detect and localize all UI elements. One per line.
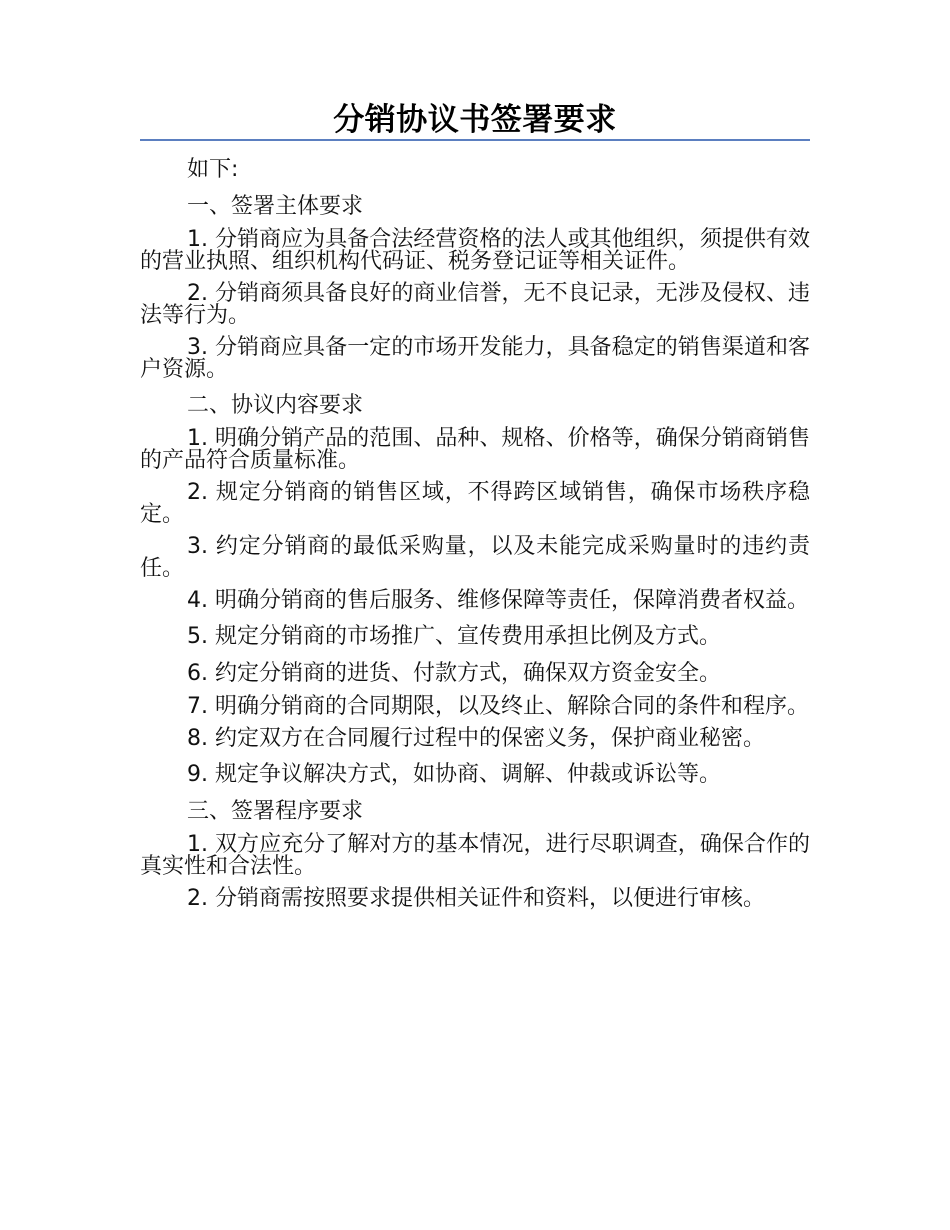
paragraph-content-5: 5. 规定分销商的市场推广、宣传费用承担比例及方式。 xyxy=(187,624,721,649)
paragraph-content-7: 7. 明确分销商的合同期限，以及终止、解除合同的条件和程序。 xyxy=(187,694,809,719)
document-title: 分销协议书签署要求 xyxy=(333,102,617,138)
paragraph-content-2: 2. 规定分销商的销售区域，不得跨区域销售，确保市场秩序稳定。 xyxy=(140,480,810,527)
paragraph-content-8: 8. 约定双方在合同履行过程中的保密义务，保护商业秘密。 xyxy=(187,726,765,751)
paragraph-content-3: 3. 约定分销商的最低采购量，以及未能完成采购量时的违约责任。 xyxy=(140,534,810,581)
paragraph-party-1: 1. 分销商应为具备合法经营资格的法人或其他组织，须提供有效的营业执照、组织机构代码证、税务登记证等相关证件。 xyxy=(140,227,810,274)
section-heading-signing-party: 一、签署主体要求 xyxy=(187,194,364,219)
intro-paragraph: 如下: xyxy=(187,157,239,182)
paragraph-party-3: 3. 分销商应具备一定的市场开发能力，具备稳定的销售渠道和客户资源。 xyxy=(140,335,810,382)
paragraph-content-1: 1. 明确分销产品的范围、品种、规格、价格等，确保分销商销售的产品符合质量标准。 xyxy=(140,426,810,473)
paragraph-party-2: 2. 分销商须具备良好的商业信誉，无不良记录，无涉及侵权、违法等行为。 xyxy=(140,281,810,328)
title-underline xyxy=(140,139,810,141)
section-heading-agreement-content: 二、协议内容要求 xyxy=(187,393,364,418)
document-body xyxy=(140,155,810,920)
paragraph-procedure-1: 1. 双方应充分了解对方的基本情况，进行尽职调查，确保合作的真实性和合法性。 xyxy=(140,832,810,879)
paragraph-content-6: 6. 约定分销商的进货、付款方式，确保双方资金安全。 xyxy=(187,661,721,686)
paragraph-content-9: 9. 规定争议解决方式，如协商、调解、仲裁或诉讼等。 xyxy=(187,762,721,787)
section-heading-signing-procedure: 三、签署程序要求 xyxy=(187,799,364,824)
paragraph-content-4: 4. 明确分销商的售后服务、维修保障等责任，保障消费者权益。 xyxy=(187,588,809,613)
paragraph-procedure-2: 2. 分销商需按照要求提供相关证件和资料，以便进行审核。 xyxy=(187,886,765,911)
